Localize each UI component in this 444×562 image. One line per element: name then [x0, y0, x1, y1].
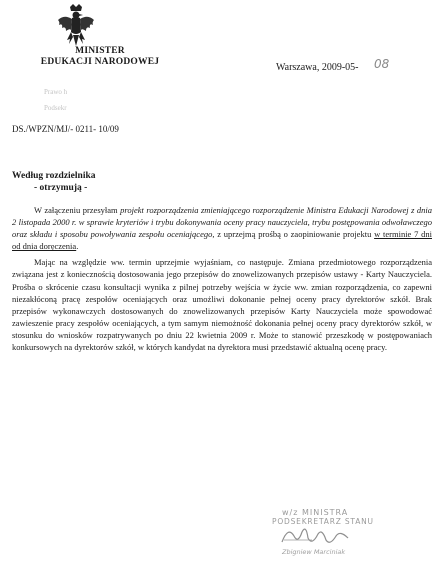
addressee-block [12, 170, 96, 194]
reference-number: DS./WPZN/MJ/- 0211- 10/09 [12, 124, 119, 134]
faded-line: Prawo h [44, 88, 68, 96]
handwritten-day: 08 [374, 57, 390, 71]
p1-text: W załączeniu przesyłam [34, 205, 121, 215]
faded-line: Podsekr [44, 104, 67, 112]
handwritten-signature-icon [278, 522, 358, 550]
signature-line-1: w/z MINISTRA [282, 508, 349, 517]
signature-stamp [268, 508, 428, 558]
deadline-underlined: w terminie 7 dni od dnia doręczenia [12, 229, 432, 252]
letter-body [12, 204, 432, 357]
ministry-header [30, 46, 170, 68]
ministry-subtitle: EDUKACJI NARODOWEJ [40, 57, 160, 67]
addressee-subline: - otrzymują - [34, 183, 88, 193]
signatory-name: Zbigniew Marciniak [282, 548, 346, 556]
p1-text: . [76, 241, 79, 252]
place-and-date: Warszawa, 2009-05- [276, 62, 359, 73]
ministry-title: MINISTER [75, 46, 125, 56]
project-title: projekt rozporządzenia zmieniającego rozporządzenie Ministra Edukacji Narodowej z dnia 2 listopada 2000 r. w sprawie kryteriów i trybu dokonywania oceny pracy nauczyciela, trybu postępowania odwoławczego oraz składu i sposobu powoływania zespołu oceniającego [12, 205, 432, 240]
polish-eagle-emblem-icon [56, 4, 96, 48]
paragraph-2: Mając na względzie ww. termin uprzejmie wyjaśniam, co następuje. Zmiana przedmiotowego rozporządzenia związana jest z koniecznością dostosowania jego przepisów do znowelizowanych przepisów ustawy - Karty Nauczyciela. Prośba o skrócenie czasu konsultacji wynika z pilnej potrzeby wejścia w życie ww. zmian rozporządzenia, co zapewni niezakłóconą pracę zespołów oceniających oraz umożliwi dokonanie pełnej oceny pracy dyrektorów szkół. Brak przepisów wykonawczych dostosowanych do znowelizowanych przepisów Karty Nauczyciela może spowodować zawieszenie pracy zespołów oceniających, a tym samym niemożność dokonania pełnej oceny pracy dyrektorów szkół, w stosunku do wniosków rozpatrywanych po dniu 22 kwietnia 2009 r. Może to stanowić przeszkodę w postępowaniach konkursowych na dyrektorów szkół, w których kandydat na dyrektora musi przedstawić aktualną ocenę pracy. [12, 257, 432, 353]
p1-text: , z uprzejmą prośbą o zaopiniowanie projektu [212, 229, 375, 240]
faded-bleedthrough-text [44, 84, 67, 116]
paragraph-1 [12, 204, 432, 252]
signature-line-2: PODSEKRETARZ STANU [272, 517, 374, 526]
addressee-line: Według rozdzielnika [12, 171, 96, 181]
